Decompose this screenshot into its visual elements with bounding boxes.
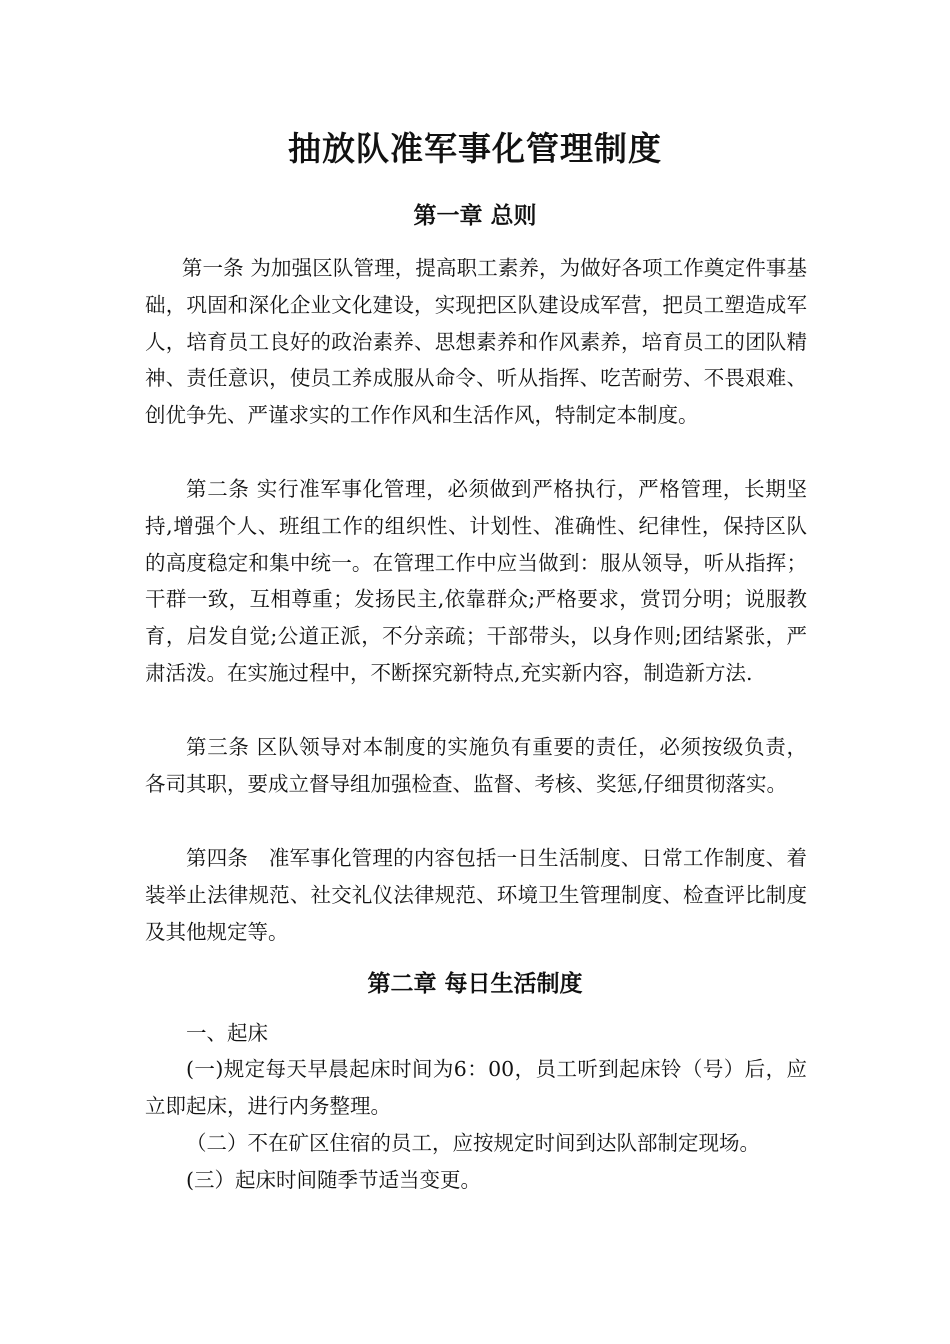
clause-3: (三）起床时间随季节适当变更。 xyxy=(186,1168,481,1192)
clause-2: （二）不在矿区住宿的员工，应按规定时间到达队部制定现场。 xyxy=(186,1131,760,1155)
clause-1: (一)规定每天早晨起床时间为6：00，员工听到起床铃（号）后，应立即起床，进行内务整理。 xyxy=(145,1057,807,1118)
article-3: 第三条 区队领导对本制度的实施负有重要的责任，必须按级负责，各司其职，要成立督导组加强检查、监督、考核、奖惩,仔细贯彻落实。 xyxy=(145,735,807,796)
article-4: 第四条 准军事化管理的内容包括一日生活制度、日常工作制度、着装举止法律规范、社交礼仪法律规范、环境卫生管理制度、检查评比制度及其他规定等。 xyxy=(145,846,807,944)
chapter-heading-1: 第一章 总则 xyxy=(413,203,537,229)
article-2: 第二条 实行准军事化管理，必须做到严格执行，严格管理，长期坚持,增强个人、班组工作的组织性、计划性、准确性、纪律性，保持区队的高度稳定和集中统一。在管理工作中应当做到：服从领导，听从指挥；干群一致，互相尊重；发扬民主,依靠群众;严格要求，赏罚分明；说服教育，启发自觉;公道正派，不分亲疏；干部带头，以身作则;团结紧张，严肃活泼。在实施过程中，不断探究新特点,充实新内容，制造新方法. xyxy=(145,477,807,685)
document-title: 抽放队准军事化管理制度 xyxy=(288,129,662,168)
article-1: 第一条 为加强区队管理，提高职工素养，为做好各项工作奠定件事基础，巩固和深化企业文化建设，实现把区队建设成军营，把员工塑造成军人，培育员工良好的政治素养、思想素养和作风素养，培育员工的团队精神、责任意识，使员工养成服从命令、听从指挥、吃苦耐劳、不畏艰难、创优争先、严谨求实的工作作风和生活作风，特制定本制度。 xyxy=(145,256,807,428)
chapter-heading-2: 第二章 每日生活制度 xyxy=(367,971,583,997)
section-heading-wake-up: 一、起床 xyxy=(186,1021,268,1045)
